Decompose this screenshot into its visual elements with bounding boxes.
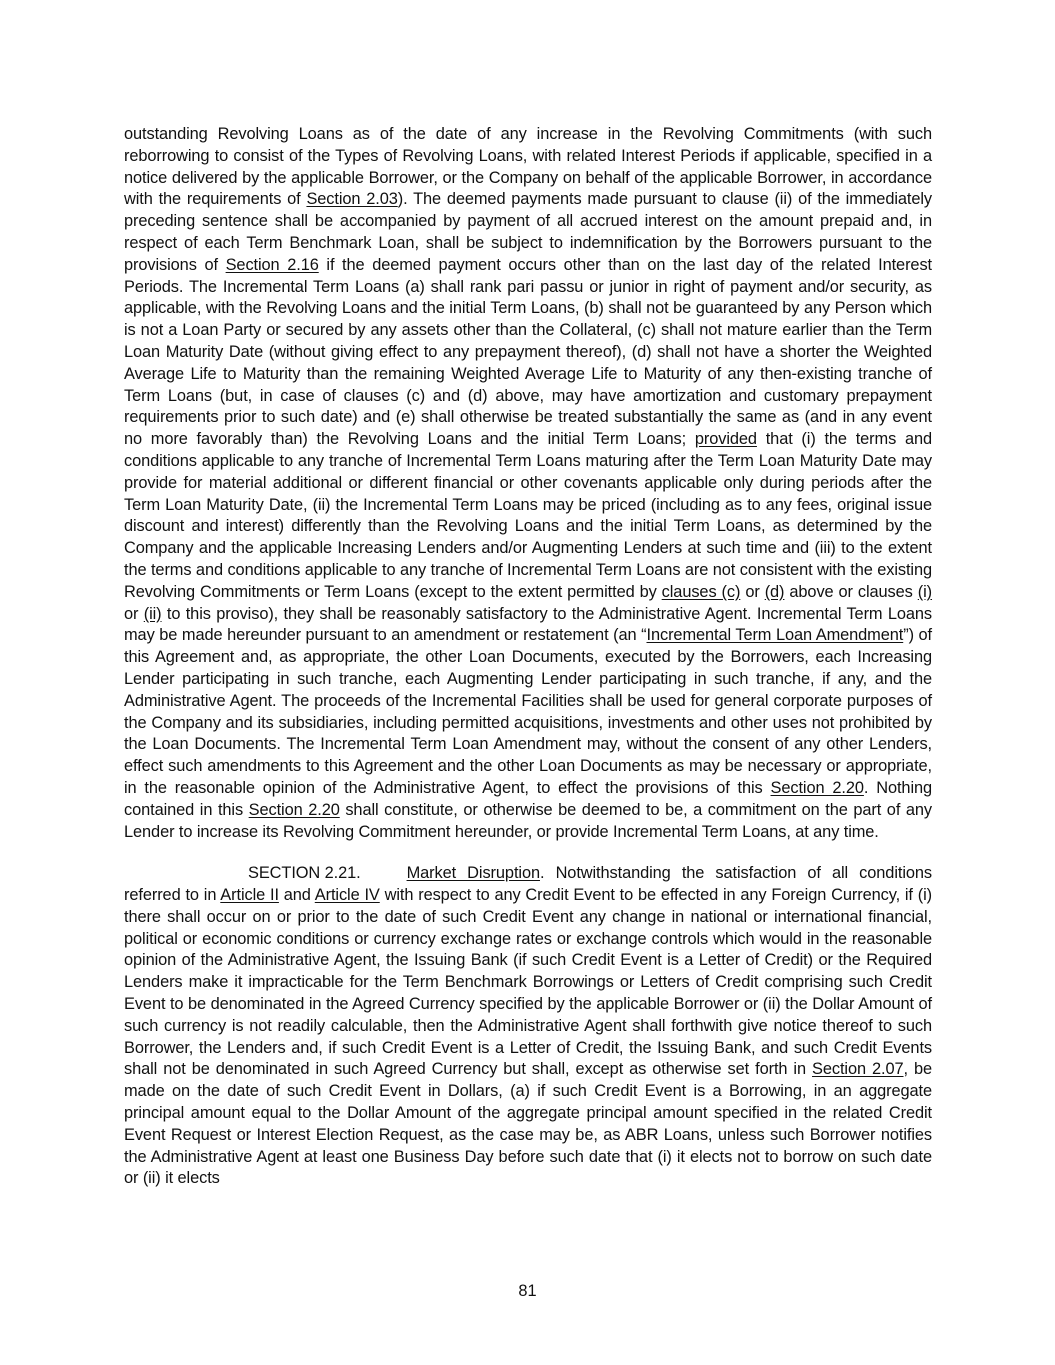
paragraph-incremental-facilities [124,124,932,843]
cross-reference-clauses-c: clauses (c) [661,582,741,601]
section-title: Market Disruption [406,864,540,883]
text-run: and [278,886,315,905]
cross-reference-section-2-03: Section 2.03 [306,190,398,209]
text-run: with respect to any Credit Event to be effected in any Foreign Currency, if (i) there shall occur on or prior to the date of such Credit Event any change in national or international financial, political or economic conditions or currency exchange rates or exchange controls which would in the reasonable opinion of the Administrative Agent, the Issuing Bank (if such Credit Event is a Letter of Credit) or the Required Lenders make it impracticable for the Term Benchmark Borrowings or Letters of Credit comprising such Credit Event to be denominated in the Agreed Currency specified by the applicable Borrower or (ii) the Dollar Amount of such currency is not readily calculable, then the Administrative Agent shall forthwith give notice thereof to such Borrower, the Lenders and, if such Credit Event is a Letter of Credit, the Issuing Bank, and such Credit Events shall not be denominated in such Agreed Currency but shall, except as otherwise set forth in [124,886,932,1079]
provided-term: provided [694,430,757,449]
text-run: shall constitute, or otherwise be deemed to be, a commitment on the part of any Lender to increase its Revolving Commitment hereunder, or provide Incremental Term Loans, at any time. [124,800,932,841]
section-2-21-market-disruption [124,863,932,1190]
text-run: or [740,582,765,601]
text-run: . Notwithstanding the satisfaction of all conditions referred to in [124,864,932,905]
document-page [124,124,932,1190]
cross-reference-article-ii: Article II [220,886,279,905]
text-run: ”) of this Agreement and, as appropriate, the other Loan Documents, executed by the Borrowers, each Increasing Lender participating in such tranche, each Augmenting Lender participating in such tranche, if any, and the Administrative Agent. The proceeds of the Incremental Facilities shall be used for general corporate purposes of the Company and its subsidiaries, including permitted acquisitions, investments and other uses not prohibited by the Loan Documents. The Incremental Term Loan Amendment may, without the consent of any other Lenders, effect such amendments to this Agreement and the other Loan Documents as may be necessary or appropriate, in the reasonable opinion of the Administrative Agent, to effect the provisions of this [124,626,933,797]
page-number: 81 [518,1282,537,1300]
text-run: outstanding Revolving Loans as of the date of any increase in the Revolving Commitments (with such reborrowing to consist of the Types of Revolving Loans, with related Interest Periods if applicable, specified in a notice delivered by the applicable Borrower, or the Company on behalf of the applicable Borrower, in accordance with the requirements of [124,125,932,209]
text-run: ). The deemed payments made pursuant to clause (ii) of the immediately preceding sentence shall be accompanied by payment of all accrued interest on the amount prepaid and, in respect of each Term Benchmark Loan, shall be subject to indemnification by the Borrowers pursuant to the provisions of [124,190,932,274]
text-run: to this proviso), they shall be reasonably satisfactory to the Administrative Agent. Incremental Term Loans may be made hereunder pursuant to an amendment or restatement (an “ [124,604,932,645]
cross-reference-clause-d: (d) [764,582,785,601]
cross-reference-section-2-16: Section 2.16 [225,255,319,274]
cross-reference-clause-ii: (ii) [143,604,162,623]
cross-reference-clause-i: (i) [917,582,933,601]
text-run: , be made on the date of such Credit Event in Dollars, (a) if such Credit Event is a Borrowing, in an aggregate principal amount equal to the Dollar Amount of the aggregate principal amount specified in the related Credit Event Request or Interest Election Request, as the case may be, as ABR Loans, unless such Borrower notifies the Administrative Agent at least one Business Day before such date that (i) it elects not to borrow on such date or (ii) it elects [124,1060,932,1188]
defined-term-incremental-term-loan-amendment: Incremental Term Loan Amendment [646,626,904,645]
cross-reference-article-iv: Article IV [314,886,380,905]
text-run: above or clauses [784,582,918,601]
cross-reference-section-2-07: Section 2.07 [812,1060,904,1079]
text-run: if the deemed payment occurs other than on the last day of the related Interest Periods. The Incremental Term Loans (a) shall rank pari passu or junior in right of payment and/or security, as applicable, with the Revolving Loans and the initial Term Loans, (b) shall not be guaranteed by any Person which is not a Loan Party or secured by any assets other than the Collateral, (c) shall not mature earlier than the Term Loan Maturity Date (without giving effect to any prepayment thereof), (d) shall not have a shorter the Weighted Average Life to Maturity than the remaining Weighted Average Life to Maturity of any then-existing tranche of Term Loans (but, in case of clauses (c) and (d) above, may have amortization and customary prepayment requirements prior to such date) and (e) shall otherwise be treated substantially the same as (and in any event no more favorably than) the Revolving Loans and the initial Term Loans; [124,255,932,449]
section-number: SECTION 2.21. [248,864,361,883]
text-run: that (i) the terms and conditions applicable to any tranche of Incremental Term Loans maturing after the Term Loan Maturity Date may provide for material additional or different financial or other covenants applicable only during periods after the Term Loan Maturity Date, (ii) the Incremental Term Loans may be priced (including as to any fees, original issue discount and interest) differently than the Revolving Loans and the initial Term Loans, as determined by the Company and the applicable Increasing Lenders and/or Augmenting Lenders at such time and (iii) to the extent the terms and conditions applicable to any tranche of Incremental Term Loans are not consistent with the existing Revolving Commitments or Term Loans (except to the extent permitted by [124,430,932,601]
cross-reference-section-2-20: Section 2.20 [770,778,864,797]
text-run: . Nothing contained in this [124,778,933,819]
cross-reference-section-2-20: Section 2.20 [248,800,340,819]
text-run: or [124,604,144,623]
